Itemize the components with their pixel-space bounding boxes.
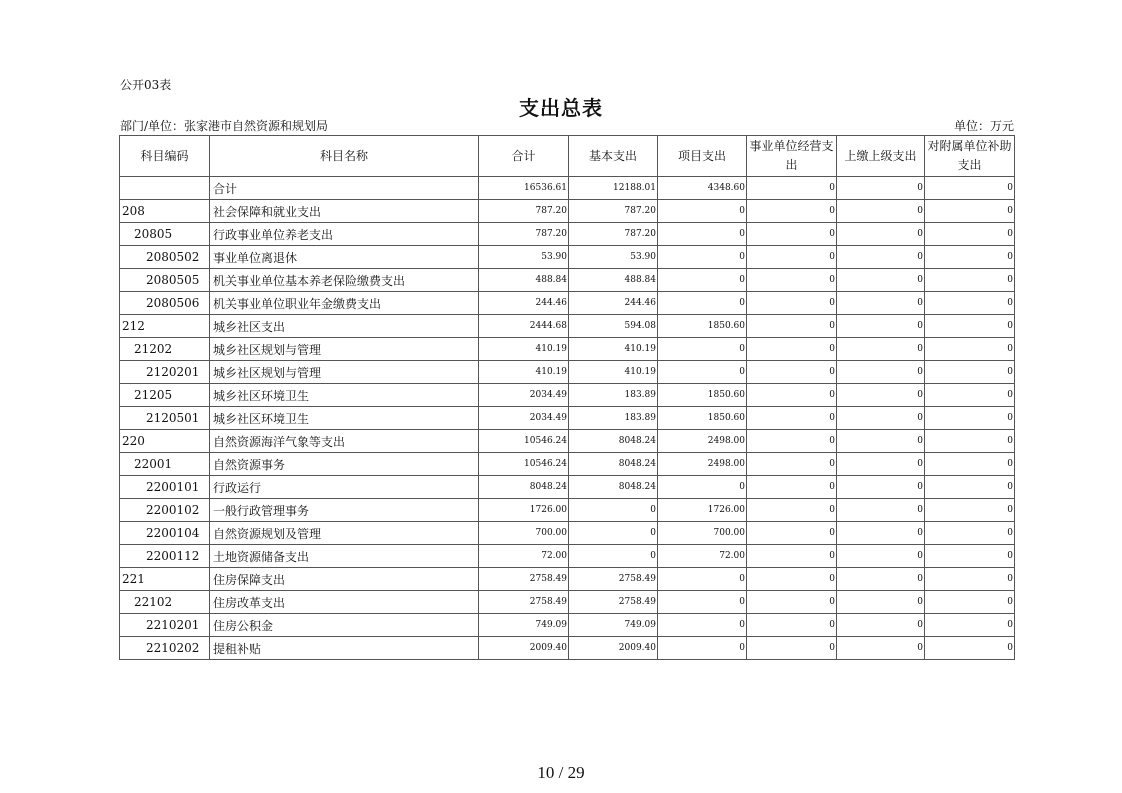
cell-subsidy: 0 — [925, 338, 1015, 361]
cell-remit: 0 — [837, 499, 925, 522]
unit-label: 单位：万元 — [953, 119, 1014, 133]
cell-total: 700.00 — [479, 522, 569, 545]
cell-remit: 0 — [837, 637, 925, 660]
cell-total: 2758.49 — [479, 568, 569, 591]
cell-remit: 0 — [837, 177, 925, 200]
cell-operating: 0 — [747, 476, 837, 499]
cell-basic: 410.19 — [569, 361, 658, 384]
cell-subsidy: 0 — [925, 522, 1015, 545]
table-row — [120, 223, 1015, 246]
cell-name: 城乡社区环境卫生 — [210, 384, 479, 407]
table-row — [120, 591, 1015, 614]
cell-remit: 0 — [837, 430, 925, 453]
cell-operating: 0 — [747, 407, 837, 430]
cell-remit: 0 — [837, 476, 925, 499]
cell-name: 住房保障支出 — [210, 568, 479, 591]
cell-basic: 2758.49 — [569, 591, 658, 614]
cell-code: 2120201 — [120, 361, 210, 384]
cell-name: 城乡社区支出 — [210, 315, 479, 338]
table-row — [120, 545, 1015, 568]
table-row — [120, 338, 1015, 361]
cell-code: 2200112 — [120, 545, 210, 568]
cell-basic: 12188.01 — [569, 177, 658, 200]
cell-name: 住房改革支出 — [210, 591, 479, 614]
cell-basic: 787.20 — [569, 200, 658, 223]
cell-operating: 0 — [747, 430, 837, 453]
department-label: 部门/单位：张家港市自然资源和规划局 — [120, 119, 329, 133]
cell-project: 0 — [658, 338, 747, 361]
cell-remit: 0 — [837, 545, 925, 568]
cell-remit: 0 — [837, 453, 925, 476]
table-row — [120, 453, 1015, 476]
cell-name: 城乡社区规划与管理 — [210, 338, 479, 361]
cell-name: 合计 — [210, 177, 479, 200]
cell-operating: 0 — [747, 522, 837, 545]
cell-name: 土地资源储备支出 — [210, 545, 479, 568]
cell-subsidy: 0 — [925, 361, 1015, 384]
page-number: 10 / 29 — [537, 763, 585, 782]
cell-total: 787.20 — [479, 200, 569, 223]
cell-code: 2080505 — [120, 269, 210, 292]
cell-total: 2009.40 — [479, 637, 569, 660]
cell-name: 城乡社区规划与管理 — [210, 361, 479, 384]
cell-operating: 0 — [747, 200, 837, 223]
cell-remit: 0 — [837, 200, 925, 223]
cell-name: 行政运行 — [210, 476, 479, 499]
table-row — [120, 384, 1015, 407]
cell-operating: 0 — [747, 338, 837, 361]
cell-code: 22102 — [120, 591, 210, 614]
cell-project: 1850.60 — [658, 315, 747, 338]
cell-total: 10546.24 — [479, 430, 569, 453]
cell-name: 自然资源规划及管理 — [210, 522, 479, 545]
cell-total: 2758.49 — [479, 591, 569, 614]
cell-project: 0 — [658, 246, 747, 269]
column-header-total: 合计 — [479, 136, 569, 177]
cell-name: 一般行政管理事务 — [210, 499, 479, 522]
cell-subsidy: 0 — [925, 292, 1015, 315]
cell-code — [120, 177, 210, 200]
cell-basic: 244.46 — [569, 292, 658, 315]
cell-subsidy: 0 — [925, 315, 1015, 338]
table-row — [120, 407, 1015, 430]
cell-subsidy: 0 — [925, 614, 1015, 637]
cell-name: 住房公积金 — [210, 614, 479, 637]
table-row — [120, 499, 1015, 522]
cell-basic: 749.09 — [569, 614, 658, 637]
cell-operating: 0 — [747, 637, 837, 660]
table-row — [120, 637, 1015, 660]
table-row — [120, 246, 1015, 269]
cell-total: 10546.24 — [479, 453, 569, 476]
cell-code: 2210201 — [120, 614, 210, 637]
column-header-name: 科目名称 — [210, 136, 479, 177]
cell-total: 488.84 — [479, 269, 569, 292]
page-title: 支出总表 — [519, 96, 603, 120]
cell-operating: 0 — [747, 453, 837, 476]
cell-total: 16536.61 — [479, 177, 569, 200]
cell-basic: 0 — [569, 499, 658, 522]
cell-code: 2080502 — [120, 246, 210, 269]
cell-project: 0 — [658, 269, 747, 292]
cell-total: 749.09 — [479, 614, 569, 637]
cell-project: 0 — [658, 292, 747, 315]
cell-subsidy: 0 — [925, 545, 1015, 568]
table-row — [120, 614, 1015, 637]
cell-code: 2210202 — [120, 637, 210, 660]
cell-remit: 0 — [837, 269, 925, 292]
table-number: 公开03表 — [120, 78, 172, 92]
cell-subsidy: 0 — [925, 200, 1015, 223]
cell-remit: 0 — [837, 246, 925, 269]
cell-operating: 0 — [747, 223, 837, 246]
cell-name: 自然资源事务 — [210, 453, 479, 476]
cell-remit: 0 — [837, 338, 925, 361]
cell-name: 社会保障和就业支出 — [210, 200, 479, 223]
cell-project: 0 — [658, 591, 747, 614]
cell-total: 8048.24 — [479, 476, 569, 499]
cell-project: 0 — [658, 223, 747, 246]
cell-project: 0 — [658, 568, 747, 591]
cell-code: 2200102 — [120, 499, 210, 522]
cell-remit: 0 — [837, 407, 925, 430]
cell-operating: 0 — [747, 315, 837, 338]
cell-code: 22001 — [120, 453, 210, 476]
cell-basic: 0 — [569, 545, 658, 568]
cell-code: 2120501 — [120, 407, 210, 430]
cell-total: 410.19 — [479, 338, 569, 361]
table-row — [120, 522, 1015, 545]
cell-name: 事业单位离退休 — [210, 246, 479, 269]
cell-project: 1726.00 — [658, 499, 747, 522]
cell-basic: 787.20 — [569, 223, 658, 246]
cell-subsidy: 0 — [925, 637, 1015, 660]
cell-subsidy: 0 — [925, 499, 1015, 522]
cell-subsidy: 0 — [925, 177, 1015, 200]
cell-code: 2080506 — [120, 292, 210, 315]
cell-total: 787.20 — [479, 223, 569, 246]
cell-basic: 410.19 — [569, 338, 658, 361]
cell-operating: 0 — [747, 292, 837, 315]
cell-operating: 0 — [747, 384, 837, 407]
cell-operating: 0 — [747, 545, 837, 568]
cell-subsidy: 0 — [925, 407, 1015, 430]
cell-code: 220 — [120, 430, 210, 453]
cell-subsidy: 0 — [925, 269, 1015, 292]
cell-remit: 0 — [837, 361, 925, 384]
cell-code: 21205 — [120, 384, 210, 407]
cell-project: 0 — [658, 361, 747, 384]
cell-remit: 0 — [837, 614, 925, 637]
cell-basic: 183.89 — [569, 407, 658, 430]
cell-code: 208 — [120, 200, 210, 223]
cell-project: 1850.60 — [658, 384, 747, 407]
cell-code: 221 — [120, 568, 210, 591]
column-header-remit: 上缴上级支出 — [837, 136, 925, 177]
cell-operating: 0 — [747, 499, 837, 522]
cell-operating: 0 — [747, 269, 837, 292]
cell-subsidy: 0 — [925, 430, 1015, 453]
cell-project: 0 — [658, 200, 747, 223]
column-header-basic: 基本支出 — [569, 136, 658, 177]
cell-code: 21202 — [120, 338, 210, 361]
cell-operating: 0 — [747, 568, 837, 591]
table-body — [120, 177, 1015, 660]
cell-subsidy: 0 — [925, 591, 1015, 614]
cell-remit: 0 — [837, 568, 925, 591]
cell-basic: 8048.24 — [569, 476, 658, 499]
column-header-operating: 事业单位经营支出 — [747, 136, 837, 177]
cell-remit: 0 — [837, 522, 925, 545]
cell-total: 53.90 — [479, 246, 569, 269]
cell-total: 244.46 — [479, 292, 569, 315]
table-row — [120, 361, 1015, 384]
cell-subsidy: 0 — [925, 453, 1015, 476]
cell-total: 410.19 — [479, 361, 569, 384]
cell-code: 2200104 — [120, 522, 210, 545]
cell-name: 提租补贴 — [210, 637, 479, 660]
cell-subsidy: 0 — [925, 384, 1015, 407]
cell-remit: 0 — [837, 384, 925, 407]
cell-basic: 53.90 — [569, 246, 658, 269]
cell-code: 20805 — [120, 223, 210, 246]
column-header-project: 项目支出 — [658, 136, 747, 177]
cell-name: 机关事业单位基本养老保险缴费支出 — [210, 269, 479, 292]
cell-basic: 8048.24 — [569, 453, 658, 476]
table-row — [120, 315, 1015, 338]
cell-project: 4348.60 — [658, 177, 747, 200]
table-row — [120, 568, 1015, 591]
cell-remit: 0 — [837, 292, 925, 315]
cell-name: 行政事业单位养老支出 — [210, 223, 479, 246]
cell-operating: 0 — [747, 177, 837, 200]
cell-project: 700.00 — [658, 522, 747, 545]
table-row — [120, 476, 1015, 499]
column-header-code: 科目编码 — [120, 136, 210, 177]
cell-name: 城乡社区环境卫生 — [210, 407, 479, 430]
cell-basic: 488.84 — [569, 269, 658, 292]
cell-subsidy: 0 — [925, 476, 1015, 499]
cell-total: 72.00 — [479, 545, 569, 568]
table-row — [120, 200, 1015, 223]
cell-project: 2498.00 — [658, 430, 747, 453]
column-header-subsidy: 对附属单位补助支出 — [925, 136, 1015, 177]
cell-total: 2444.68 — [479, 315, 569, 338]
cell-name: 机关事业单位职业年金缴费支出 — [210, 292, 479, 315]
cell-project: 0 — [658, 614, 747, 637]
cell-name: 自然资源海洋气象等支出 — [210, 430, 479, 453]
cell-subsidy: 0 — [925, 246, 1015, 269]
table-row — [120, 269, 1015, 292]
cell-project: 2498.00 — [658, 453, 747, 476]
cell-code: 212 — [120, 315, 210, 338]
cell-operating: 0 — [747, 246, 837, 269]
cell-subsidy: 0 — [925, 223, 1015, 246]
expenditure-table — [119, 135, 1015, 660]
cell-operating: 0 — [747, 614, 837, 637]
cell-remit: 0 — [837, 315, 925, 338]
cell-project: 72.00 — [658, 545, 747, 568]
table-row — [120, 177, 1015, 200]
table-row — [120, 292, 1015, 315]
cell-basic: 594.08 — [569, 315, 658, 338]
cell-subsidy: 0 — [925, 568, 1015, 591]
cell-total: 2034.49 — [479, 407, 569, 430]
cell-total: 1726.00 — [479, 499, 569, 522]
cell-remit: 0 — [837, 591, 925, 614]
cell-operating: 0 — [747, 591, 837, 614]
cell-project: 0 — [658, 637, 747, 660]
cell-basic: 2009.40 — [569, 637, 658, 660]
cell-project: 0 — [658, 476, 747, 499]
cell-operating: 0 — [747, 361, 837, 384]
cell-basic: 183.89 — [569, 384, 658, 407]
table-row — [120, 430, 1015, 453]
cell-basic: 0 — [569, 522, 658, 545]
cell-remit: 0 — [837, 223, 925, 246]
cell-basic: 8048.24 — [569, 430, 658, 453]
cell-basic: 2758.49 — [569, 568, 658, 591]
cell-code: 2200101 — [120, 476, 210, 499]
cell-total: 2034.49 — [479, 384, 569, 407]
table-header-row — [120, 136, 1015, 177]
cell-project: 1850.60 — [658, 407, 747, 430]
